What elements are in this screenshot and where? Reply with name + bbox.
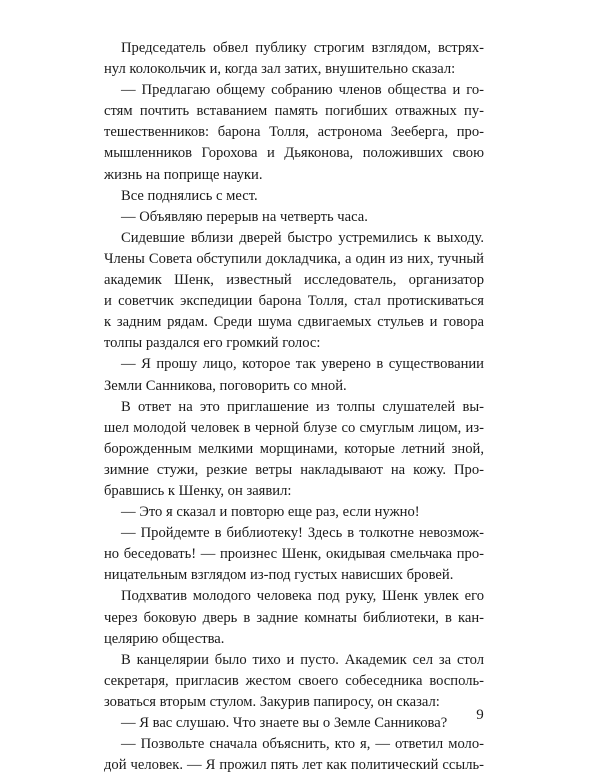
text-line: Председатель обвел публику строгим взглядом, встрях-	[121, 40, 484, 56]
text-line: — Я прошу лицо, которое так уверено в существовании	[121, 356, 484, 373]
text-line: нул колокольчик и, когда зал затих, внушительно сказал:	[104, 61, 456, 78]
text-line: секретаря, пригласив жестом своего собеседника восполь-	[104, 672, 484, 689]
text-line: дой человек. — Я прожил пять лет как политический ссыль-	[104, 757, 484, 774]
text-line: борожденным мелкими морщинами, которые летний зной,	[104, 440, 484, 457]
text-line: зимние стужи, резкие ветры накладывают на кожу. Про-	[104, 461, 484, 478]
text-line: — Предлагаю общему собранию членов общества и го-	[121, 82, 484, 99]
text-line: и советчик экспедиции барона Толля, стал протискиваться	[104, 293, 484, 310]
text-line: но беседовать! — произнес Шенк, окидывая смельчака про-	[104, 546, 484, 563]
text-line: — Позвольте сначала объяснить, кто я, — ответил моло-	[121, 736, 484, 753]
text-line: — Это я сказал и повторю еще раз, если нужно!	[121, 504, 420, 521]
page-number: 9	[476, 707, 484, 723]
text-line: шел молодой человек в черной блузе со смуглым лицом, из-	[104, 419, 484, 436]
text-line: академик Шенк, известный исследователь, организатор	[104, 272, 484, 289]
text-line: бравшись к Шенку, он заявил:	[104, 482, 292, 499]
text-line: — Пройдемте в библиотеку! Здесь в толкотне невозмож-	[121, 525, 484, 542]
text-line: Сидевшие вблизи дверей быстро устремились к выходу.	[121, 229, 484, 246]
text-line: — Я вас слушаю. Что знаете вы о Земле Санникова?	[121, 715, 448, 731]
text-line: В ответ на это приглашение из толпы слушателей вы-	[121, 398, 484, 415]
text-line: зоваться вторым стулом. Закурив папиросу, он сказал:	[104, 693, 440, 710]
text-line: Члены Совета обступили докладчика, а один из них, тучный	[104, 250, 484, 267]
text-line: к задним рядам. Среди шума сдвигаемых стульев и говора	[104, 314, 484, 331]
text-line: стям почтить вставанием память погибших отважных пу-	[104, 103, 484, 120]
text-line: Земли Санникова, поговорить со мной.	[104, 377, 347, 394]
text-line: тешественников: барона Толля, астронома Зееберга, про-	[104, 124, 484, 141]
page-text	[104, 38, 484, 776]
text-line: Подхватив молодого человека под руку, Шенк увлек его	[121, 588, 484, 605]
text-line: мышленников Горохова и Дьяконова, положивших свою	[104, 145, 484, 162]
text-line: через боковую дверь в задние комнаты библиотеки, в кан-	[104, 609, 484, 626]
text-line: — Объявляю перерыв на четверть часа.	[121, 208, 368, 225]
text-line: Все поднялись с мест.	[121, 187, 258, 204]
text-line: жизнь на поприще науки.	[104, 166, 263, 183]
text-line: В канцелярии было тихо и пусто. Академик сел за стол	[121, 651, 484, 668]
text-line: целярию общества.	[104, 630, 225, 647]
text-line: ницательным взглядом из-под густых нависших бровей.	[104, 567, 454, 584]
text-line: толпы раздался его громкий голос:	[104, 335, 321, 352]
